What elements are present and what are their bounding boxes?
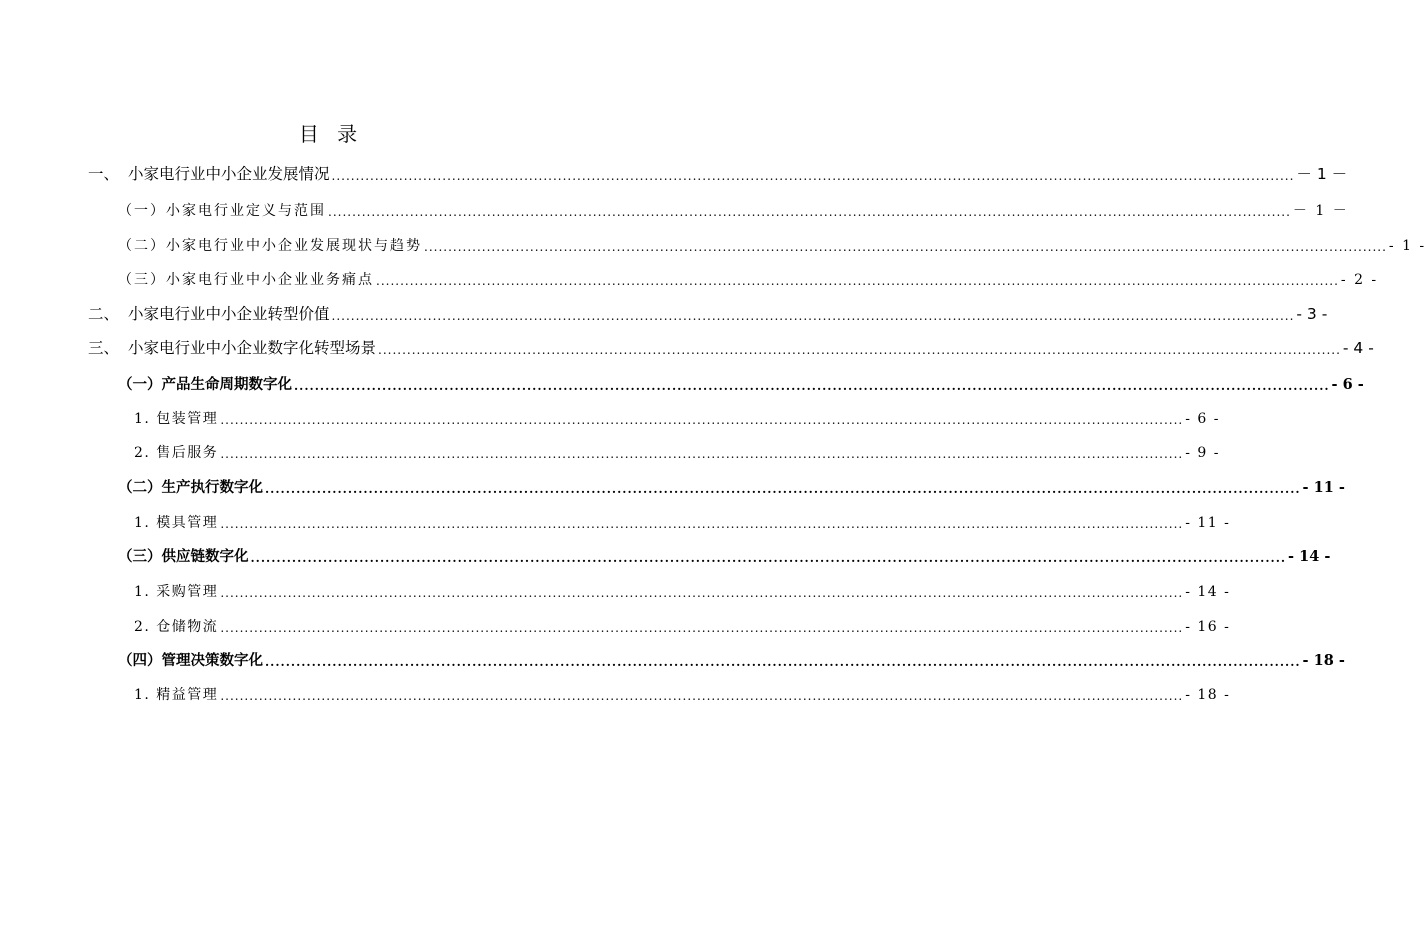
toc-entry[interactable] xyxy=(88,292,1328,323)
toc-leader-dots: ........................................................................................................................................................................................................ xyxy=(220,413,1184,427)
toc-title: 目 录 xyxy=(298,122,364,146)
toc-entry-label: （三）供应链数字化 xyxy=(118,547,249,565)
toc-entry-label: （一）小家电行业定义与范围 xyxy=(118,203,326,219)
toc-entry-label: 2. 仓储物流 xyxy=(134,619,219,635)
toc-entry-page: - 6 - xyxy=(1185,411,1220,427)
toc-entry-label: （二）小家电行业中小企业发展现状与趋势 xyxy=(118,238,422,254)
toc-entry[interactable] xyxy=(118,638,1345,669)
toc-entry[interactable] xyxy=(134,604,1231,635)
toc-entry[interactable] xyxy=(134,396,1220,427)
toc-leader-dots: ........................................................................................................................................................................................................ xyxy=(331,309,1295,323)
toc-entry-label: 小家电行业中小企业转型价值 xyxy=(128,304,330,323)
toc-entry-page: - 16 - xyxy=(1185,619,1231,635)
toc-entry-page: - 3 - xyxy=(1296,304,1328,323)
toc-entry-label: 1. 采购管理 xyxy=(134,584,219,600)
toc-leader-dots: ........................................................................................................................................................................................................ xyxy=(265,482,1301,496)
toc-entry[interactable] xyxy=(118,223,1426,254)
toc-leader-dots: ........................................................................................................................................................................................................ xyxy=(331,169,1295,183)
toc-entry-label: 2. 售后服务 xyxy=(134,445,219,461)
toc-entry-page: - 11 - xyxy=(1185,515,1231,531)
toc-leader-dots: ........................................................................................................................................................................................................ xyxy=(220,621,1184,635)
toc-entry-label: （二）生产执行数字化 xyxy=(118,478,263,496)
toc-leader-dots: ........................................................................................................................................................................................................ xyxy=(376,274,1339,288)
toc-entry-page: - 18 - xyxy=(1185,687,1231,703)
toc-leader-dots: ........................................................................................................................................................................................................ xyxy=(378,343,1341,357)
toc-entry-page: - 14 - xyxy=(1288,547,1331,565)
toc-entry-page: － 1 － xyxy=(1296,164,1348,183)
toc-entry[interactable] xyxy=(118,188,1349,219)
toc-entry[interactable] xyxy=(118,465,1345,496)
toc-entry-page: - 9 - xyxy=(1185,445,1220,461)
toc-entry-page: - 6 - xyxy=(1331,375,1364,393)
toc-leader-dots: ........................................................................................................................................................................................................ xyxy=(328,205,1291,219)
toc-entry-page: - 11 - xyxy=(1302,478,1345,496)
toc-entry-number: 三、 xyxy=(88,338,120,357)
toc-leader-dots: ........................................................................................................................................................................................................ xyxy=(265,655,1301,669)
toc-leader-dots: ........................................................................................................................................................................................................ xyxy=(220,586,1184,600)
toc-entry-label: 小家电行业中小企业发展情况 xyxy=(128,164,330,183)
toc-leader-dots: ........................................................................................................................................................................................................ xyxy=(220,517,1184,531)
toc-leader-dots: ........................................................................................................................................................................................................ xyxy=(294,379,1330,393)
toc-entry-number: 一、 xyxy=(88,164,120,183)
toc-entry[interactable] xyxy=(134,430,1220,461)
toc-entry-label: （四）管理决策数字化 xyxy=(118,651,263,669)
toc-leader-dots: ........................................................................................................................................................................................................ xyxy=(250,551,1287,565)
toc-entry[interactable] xyxy=(88,152,1348,183)
toc-entry-label: （一）产品生命周期数字化 xyxy=(118,375,292,393)
toc-entry-label: （三）小家电行业中小企业业务痛点 xyxy=(118,272,374,288)
toc-entry-label: 1. 包装管理 xyxy=(134,411,219,427)
toc-entry-page: - 14 - xyxy=(1185,584,1231,600)
toc-leader-dots: ........................................................................................................................................................................................................ xyxy=(220,447,1184,461)
toc-entry[interactable] xyxy=(118,257,1379,288)
toc-entry[interactable] xyxy=(88,326,1374,357)
toc-entry-page: - 4 - xyxy=(1342,338,1374,357)
toc-entry-label: 1. 模具管理 xyxy=(134,515,219,531)
toc-entry-page: - 1 - xyxy=(1388,238,1426,254)
toc-entry-page: - 18 - xyxy=(1302,651,1345,669)
toc-entry-label: 小家电行业中小企业数字化转型场景 xyxy=(128,338,377,357)
toc-entry-number: 二、 xyxy=(88,304,120,323)
toc-leader-dots: ........................................................................................................................................................................................................ xyxy=(424,240,1387,254)
toc-entry-label: 1. 精益管理 xyxy=(134,687,219,703)
toc-entry[interactable] xyxy=(134,672,1231,703)
toc-leader-dots: ........................................................................................................................................................................................................ xyxy=(220,689,1184,703)
toc-entry[interactable] xyxy=(118,534,1331,565)
toc-entry-page: － 1 － xyxy=(1292,203,1349,219)
toc-entry-page: - 2 - xyxy=(1340,272,1379,288)
toc-entry[interactable] xyxy=(134,500,1231,531)
toc-entry[interactable] xyxy=(134,569,1231,600)
toc-entry[interactable] xyxy=(118,362,1364,393)
